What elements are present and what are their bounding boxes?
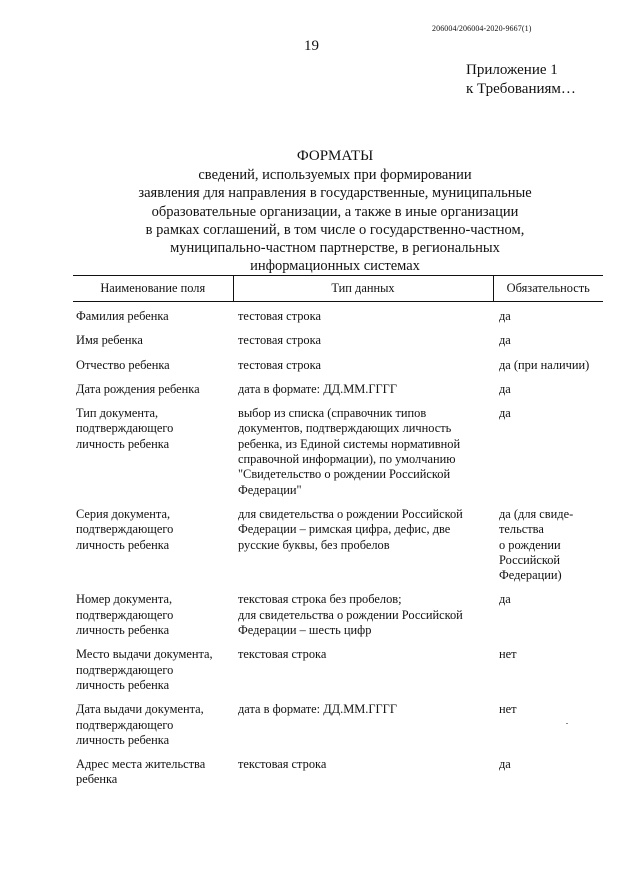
- data-type-cell: выбор из списка (справочник типов документов, подтверждающих личность ребенка, из Единой системы нормативной справочной информации), по умолчанию "Свидетельство о рождении Российской Федерации": [238, 406, 461, 497]
- appendix-note: [466, 61, 576, 99]
- field-name-cell: Отчество ребенка: [76, 357, 170, 372]
- obligation-cell: нет: [499, 647, 517, 662]
- table-row: [73, 647, 603, 702]
- table-row: [73, 702, 603, 757]
- data-type-cell: текстовая строка без пробелов; для свидетельства о рождении Российской Федерации – шесть цифр: [238, 592, 463, 638]
- table-row: [73, 302, 603, 334]
- title-heading: ФОРМАТЫ: [296, 148, 374, 164]
- data-type-cell: текстовая строка: [238, 647, 327, 662]
- data-type-cell: текстовая строка: [238, 757, 327, 772]
- page-number: 19: [304, 38, 319, 54]
- title-line: в рамках соглашений, в том числе о государственно-частном,: [145, 221, 525, 238]
- obligation-cell: нет: [499, 702, 517, 717]
- table-row: [73, 382, 603, 406]
- appendix-line-1: Приложение 1: [466, 62, 558, 78]
- document-title: [0, 147, 640, 276]
- document-code: 206004/206004-2020-9667(1): [432, 24, 532, 33]
- obligation-cell: да: [499, 592, 511, 607]
- title-line: заявления для направления в государственные, муниципальные: [138, 185, 532, 202]
- obligation-cell: да (для свиде- тельства о рождении Российской Федерации): [499, 506, 574, 583]
- obligation-cell: да: [499, 309, 511, 323]
- data-type-cell: тестовая строка: [238, 333, 321, 348]
- obligation-cell: да: [499, 333, 511, 348]
- header-data-type: Тип данных: [233, 276, 493, 302]
- title-line: сведений, используемых при формировании: [198, 167, 472, 183]
- header-obligation: Обязательность: [493, 276, 603, 302]
- obligation-cell: да: [499, 381, 511, 396]
- table-row: [73, 757, 603, 797]
- obligation-cell: да: [499, 757, 511, 772]
- table-row: [73, 406, 603, 507]
- field-name-cell: Имя ребенка: [76, 333, 143, 348]
- field-name-cell: Дата выдачи документа, подтверждающего личность ребенка: [76, 702, 204, 747]
- data-type-cell: для свидетельства о рождении Российской Федерации – римская цифра, дефис, две русские буквы, без пробелов: [238, 506, 463, 552]
- fields-table: [73, 275, 603, 797]
- field-name-cell: Фамилия ребенка: [76, 309, 169, 323]
- table-row: [73, 592, 603, 647]
- appendix-line-2: к Требованиям…: [466, 81, 576, 97]
- header-field-name: Наименование поля: [73, 276, 233, 302]
- title-line: образовательные организации, а также в иные организации: [151, 203, 519, 220]
- table-row: [73, 507, 603, 592]
- table-row: [73, 358, 603, 382]
- field-name-cell: Адрес места жительства ребенка: [76, 757, 206, 787]
- table-header-row: [73, 276, 603, 302]
- obligation-cell: да (при наличии): [499, 357, 590, 372]
- field-name-cell: Дата рождения ребенка: [76, 381, 200, 396]
- field-name-cell: Тип документа, подтверждающего личность ребенка: [76, 406, 174, 451]
- table-row: [73, 333, 603, 357]
- data-type-cell: тестовая строка: [238, 309, 321, 323]
- scan-speck: [566, 723, 568, 724]
- obligation-cell: да: [499, 406, 511, 421]
- data-type-cell: тестовая строка: [238, 357, 321, 372]
- field-name-cell: Номер документа, подтверждающего личность ребенка: [76, 592, 174, 638]
- field-name-cell: Место выдачи документа, подтверждающего личность ребенка: [76, 647, 213, 692]
- data-type-cell: дата в формате: ДД.ММ.ГГГГ: [238, 702, 398, 717]
- data-type-cell: дата в формате: ДД.ММ.ГГГГ: [238, 381, 398, 396]
- title-line: муниципально-частном партнерстве, в региональных: [170, 240, 500, 257]
- table-body: [73, 302, 603, 797]
- field-name-cell: Серия документа, подтверждающего личность ребенка: [76, 506, 174, 552]
- title-line: информационных системах: [250, 258, 420, 275]
